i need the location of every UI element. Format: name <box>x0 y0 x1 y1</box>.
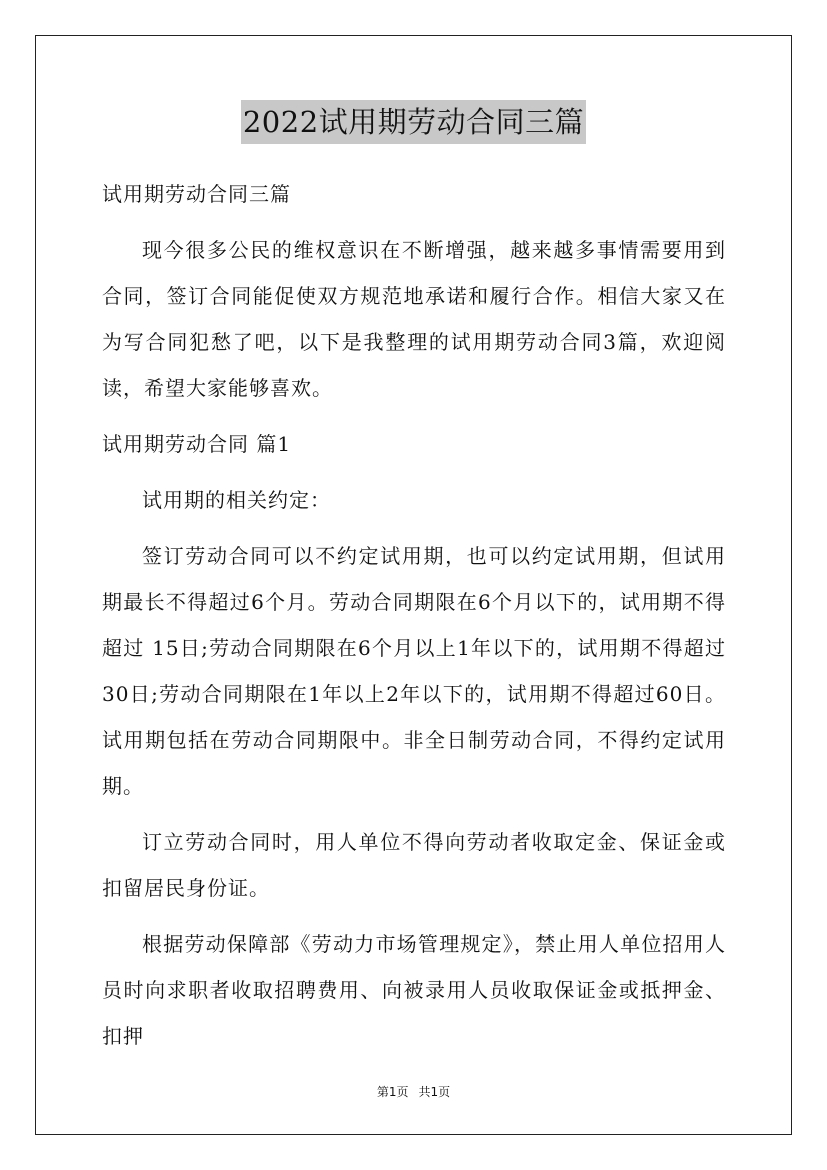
section-heading: 试用期劳动合同 篇1 <box>102 432 292 456</box>
document-body <box>102 171 726 1059</box>
intro-paragraph: 现今很多公民的维权意识在不断增强，越来越多事情需要用到合同，签订合同能促使双方规范地承诺和履行合作。相信大家又在为写合同犯愁了吧，以下是我整理的试用期劳动合同3篇，欢迎阅读，希望大家能够喜欢。 <box>102 238 726 400</box>
document-title: 2022试用期劳动合同三篇 <box>241 100 586 144</box>
body-paragraph: 根据劳动保障部《劳动力市场管理规定》，禁止用人单位招用人员时向求职者收取招聘费用、向被录用人员收取保证金或抵押金、扣押 <box>102 932 726 1048</box>
page-number: 第1页 <box>376 1085 409 1099</box>
page-footer <box>0 1083 827 1100</box>
body-paragraph: 试用期的相关约定： <box>142 488 331 512</box>
page-total: 共1页 <box>418 1085 451 1099</box>
body-paragraph: 签订劳动合同可以不约定试用期，也可以约定试用期，但试用期最长不得超过6个月。劳动合同期限在6个月以下的，试用期不得超过 15日;劳动合同期限在6个月以上1年以下的，试用期不得超过30日;劳动合同期限在1年以上2年以下的，试用期不得超过60日。试用期包括在劳动合同期限中。非全日制劳动合同，不得约定试用期。 <box>102 544 726 798</box>
subtitle-paragraph: 试用期劳动合同三篇 <box>102 182 291 206</box>
title-container <box>0 100 827 144</box>
body-paragraph: 订立劳动合同时，用人单位不得向劳动者收取定金、保证金或扣留居民身份证。 <box>102 830 726 900</box>
